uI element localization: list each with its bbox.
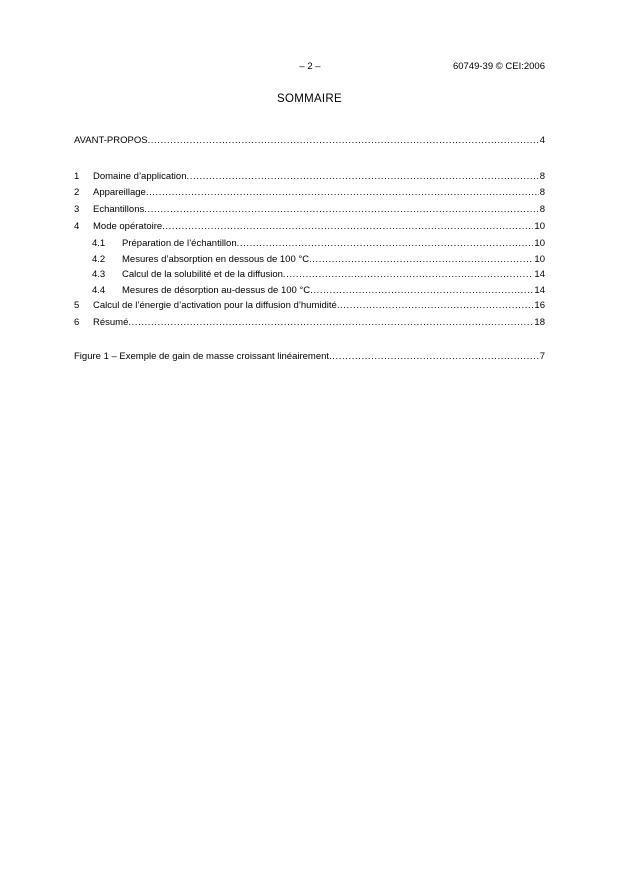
toc-entry-1[interactable]: [74, 170, 545, 183]
toc-entry-page: 10: [534, 221, 545, 232]
toc-entry-2[interactable]: [74, 186, 545, 199]
toc-entry-6[interactable]: [74, 316, 545, 329]
toc-leader-dots: [186, 170, 538, 183]
toc-entry-number: 6: [74, 317, 80, 328]
toc-entry-number: 4.3: [92, 269, 106, 280]
toc-entry-page: 16: [534, 300, 545, 311]
document-reference: 60749-39 © CEI:2006: [452, 61, 545, 72]
toc-entry-page: 18: [534, 317, 545, 328]
toc-entry-label: Préparation de l’échantillon: [122, 238, 237, 249]
toc-entry-label: Résumé: [93, 317, 129, 328]
toc-figure-label: Figure 1 – Exemple de gain de masse croissant linéairement: [74, 351, 330, 362]
toc-entry-page: 14: [534, 269, 545, 280]
toc-entry-page: 8: [539, 204, 545, 215]
toc-leader-dots: [337, 299, 534, 312]
toc-leader-dots: [146, 186, 539, 199]
toc-entry-3[interactable]: [74, 203, 545, 216]
toc-entry-avant-propos[interactable]: [74, 134, 545, 147]
toc-entry-page: 10: [534, 254, 545, 265]
toc-entry-label: Mode opératoire: [93, 221, 163, 232]
toc-leader-dots: [148, 134, 539, 147]
toc-leader-dots: [310, 284, 533, 297]
toc-leader-dots: [329, 350, 539, 363]
toc-leader-dots: [283, 268, 534, 281]
toc-entry-label: Mesures de désorption au-dessus de 100 °C: [122, 285, 311, 296]
toc-entry-4-2[interactable]: [92, 253, 545, 266]
toc-entry-page: 10: [534, 238, 545, 249]
toc-entry-number: 4.2: [92, 254, 106, 265]
toc-entry-number: 3: [74, 204, 80, 215]
toc-figure-1[interactable]: [74, 350, 545, 363]
toc-entry-page: 14: [534, 285, 545, 296]
toc-entry-label: Mesures d’absorption en dessous de 100 °C: [122, 254, 310, 265]
toc-leader-dots: [128, 316, 533, 329]
toc-entry-number: 4.1: [92, 238, 106, 249]
toc-figure-page: 7: [539, 351, 545, 362]
toc-entry-number: 1: [74, 171, 80, 182]
toc-entry-5[interactable]: [74, 299, 545, 312]
toc-entry-4-3[interactable]: [92, 268, 545, 281]
toc-entry-number: 2: [74, 187, 80, 198]
toc-entry-page: 4: [539, 135, 545, 146]
toc-entry-4-1[interactable]: [92, 237, 545, 250]
toc-leader-dots: [162, 220, 533, 233]
toc-entry-number: 4: [74, 221, 80, 232]
toc-leader-dots: [309, 253, 533, 266]
toc-entry-label: Domaine d’application: [93, 171, 187, 182]
toc-entry-page: 8: [539, 171, 545, 182]
toc-entry-label: Calcul de l’énergie d’activation pour la diffusion d’humidité: [93, 300, 337, 311]
toc-entry-label: AVANT-PROPOS: [74, 135, 148, 146]
toc-entry-page: 8: [539, 187, 545, 198]
toc-entry-number: 5: [74, 300, 80, 311]
toc-entry-4[interactable]: [74, 220, 545, 233]
toc-entry-label: Calcul de la solubilité et de la diffusion: [122, 269, 283, 280]
toc-entry-number: 4.4: [92, 285, 106, 296]
page-number: – 2 –: [299, 61, 321, 72]
toc-entry-label: Appareillage: [93, 187, 146, 198]
toc-entry-label: Echantillons: [93, 204, 145, 215]
toc-title: SOMMAIRE: [276, 93, 342, 105]
toc-entry-4-4[interactable]: [92, 284, 545, 297]
toc-leader-dots: [144, 203, 538, 216]
toc-leader-dots: [237, 237, 534, 250]
